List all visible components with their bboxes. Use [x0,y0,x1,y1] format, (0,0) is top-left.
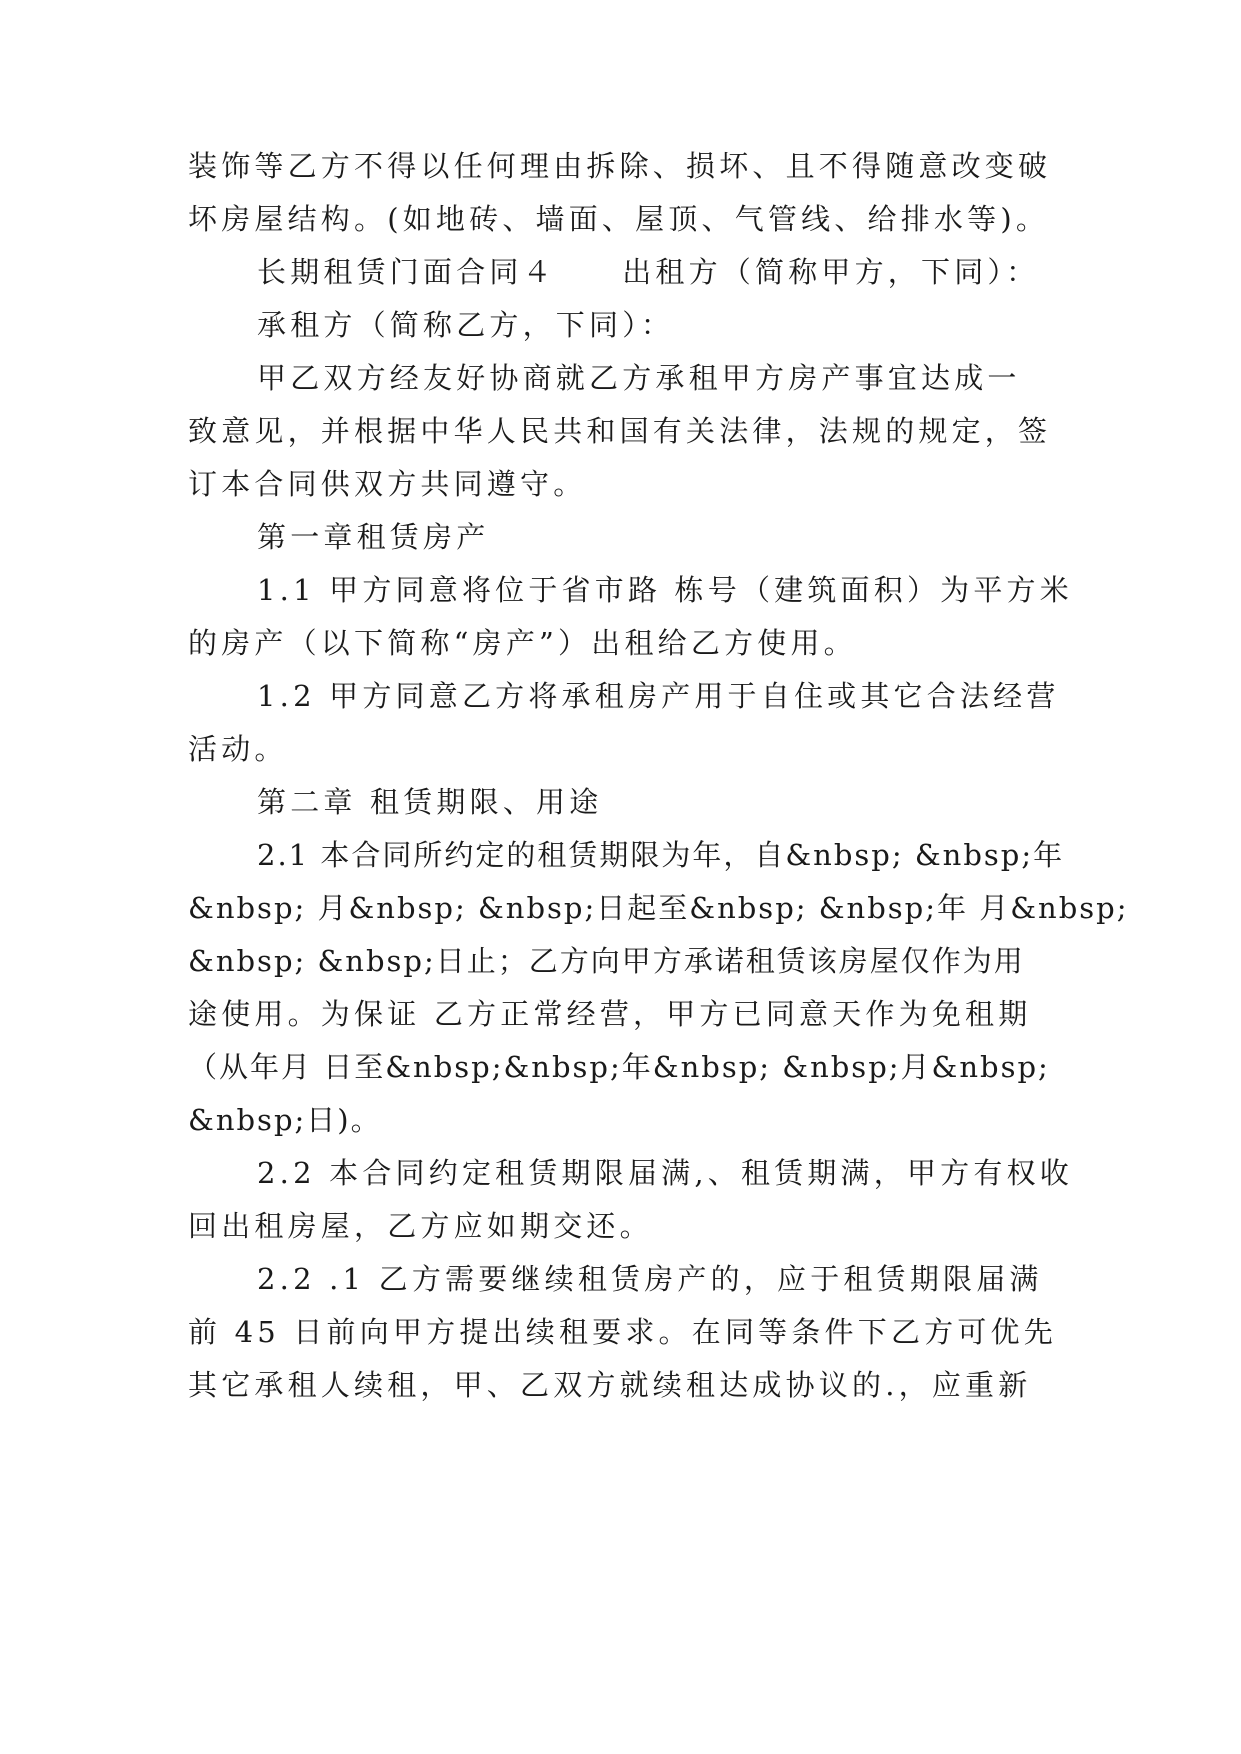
paragraph-line: 2.2 .1 乙方需要继续租赁房产的，应于租赁期限届满 [257,1262,1043,1296]
paragraph-line: 致意见，并根据中华人民共和国有关法律，法规的规定，签 [188,414,1052,448]
paragraph-line: 长期租赁门面合同４ 出租方（简称甲方，下同）： [257,255,1040,289]
paragraph-line: 的房产（以下简称“房产”）出租给乙方使用。 [188,626,857,660]
paragraph-line: 装饰等乙方不得以任何理由拆除、损坏、且不得随意改变破 [188,149,1052,183]
paragraph-line: 1.2 甲方同意乙方将承租房产用于自住或其它合法经营 [257,679,1060,713]
paragraph-line: 其它承租人续租，甲、乙双方就续租达成协议的.，应重新 [188,1368,1032,1402]
paragraph-line: （从年月 日至&nbsp;&nbsp;年&nbsp; &nbsp;月&nbsp; [188,1050,1050,1084]
paragraph-line: 承租方（简称乙方，下同）： [257,308,675,342]
paragraph-line: 坏房屋结构。(如地砖、墙面、屋顶、气管线、给排水等)。 [188,202,1050,236]
paragraph-line: &nbsp; 月&nbsp; &nbsp;日起至&nbsp; &nbsp;年 月&nbsp; [188,891,1129,925]
chapter-heading: 第二章 租赁期限、用途 [257,785,603,819]
paragraph-line: 回出租房屋，乙方应如期交还。 [188,1209,653,1243]
chapter-heading: 第一章租赁房产 [257,520,490,554]
paragraph-line: &nbsp;日)。 [188,1103,382,1137]
paragraph-line: 甲乙双方经友好协商就乙方承租甲方房产事宜达成一 [257,361,1021,395]
paragraph-line: 途使用。为保证 乙方正常经营，甲方已同意天作为免租期 [188,997,1032,1031]
paragraph-line: &nbsp; &nbsp;日止；乙方向甲方承诺租赁该房屋仅作为用 [188,944,1025,978]
paragraph-line: 1.1 甲方同意将位于省市路 栋号（建筑面积）为平方米 [257,573,1073,607]
paragraph-line: 前 45 日前向甲方提出续租要求。在同等条件下乙方可优先 [188,1315,1057,1349]
paragraph-line: 活动。 [188,732,288,766]
paragraph-line: 2.2 本合同约定租赁期限届满,、租赁期满，甲方有权收 [257,1156,1073,1190]
paragraph-line: 订本合同供双方共同遵守。 [188,467,587,501]
paragraph-line: 2.1 本合同所约定的租赁期限为年，自&nbsp; &nbsp;年 [257,838,1065,872]
